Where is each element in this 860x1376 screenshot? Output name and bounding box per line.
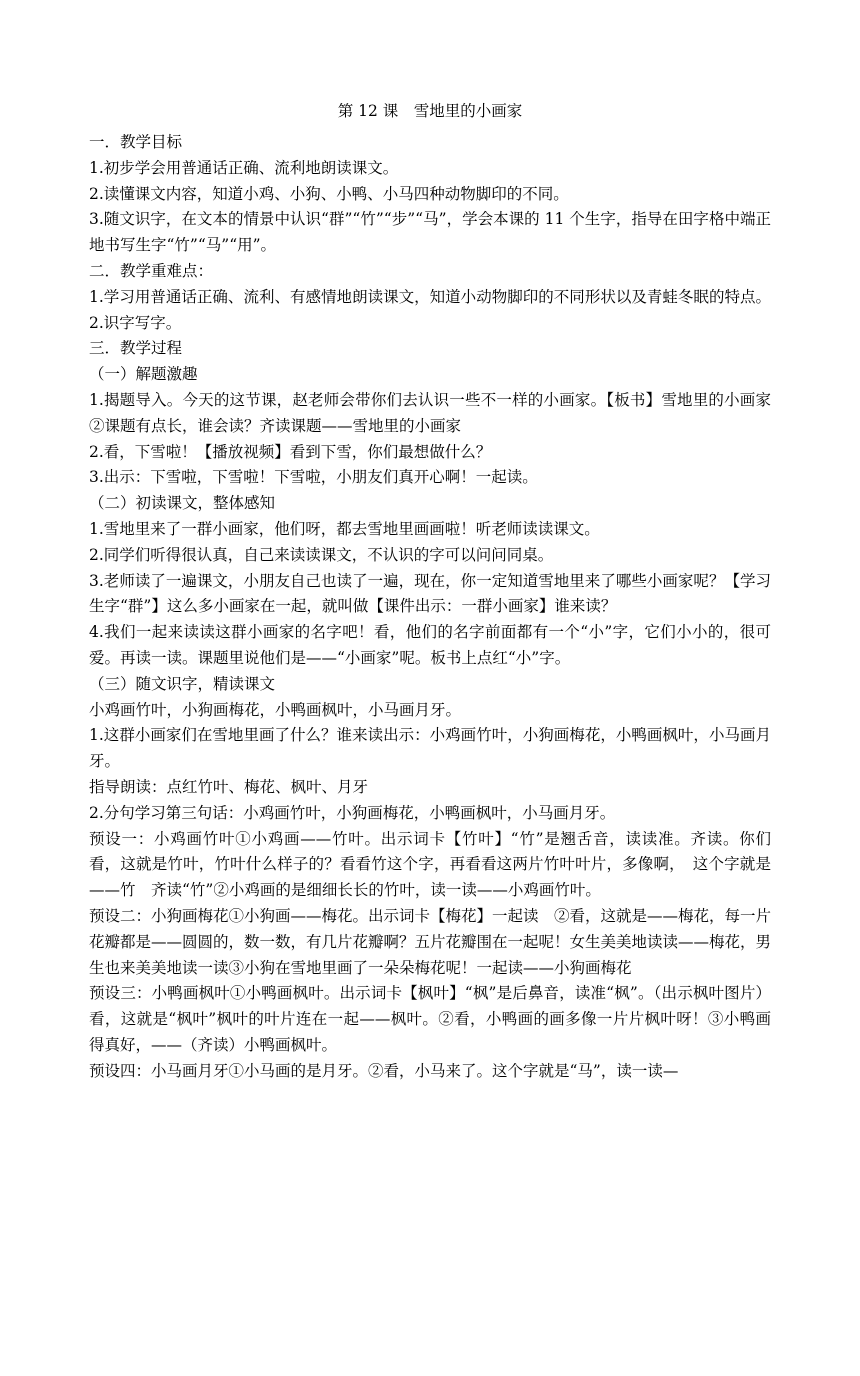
document-body <box>89 130 771 1084</box>
heading-key-points: 二．教学重难点： <box>89 261 214 280</box>
paragraph: 2.读懂课文内容，知道小鸡、小狗、小鸭、小马四种动物脚印的不同。 <box>89 184 569 203</box>
paragraph: 3.出示：下雪啦，下雪啦！下雪啦，小朋友们真开心啊！一起读。 <box>89 468 538 487</box>
paragraph: 小鸡画竹叶，小狗画梅花，小鸭画枫叶，小马画月牙。 <box>89 700 462 719</box>
subheading: （三）随文识字，精读课文 <box>89 674 276 693</box>
paragraph: 4.我们一起来读读这群小画家的名字吧！看，他们的名字前面都有一个“小”字，它们小小的，很可爱。再读一读。课题里说他们是——“小画家”呢。板书上点红“小”字。 <box>89 623 771 667</box>
paragraph: 2.分句学习第三句话：小鸡画竹叶，小狗画梅花，小鸭画枫叶，小马画月牙。 <box>89 803 616 822</box>
heading-teaching-goals: 一．教学目标 <box>89 133 183 151</box>
heading-teaching-process: 三．教学过程 <box>89 339 183 358</box>
lesson-title: 第 12 课 雪地里的小画家 <box>337 102 523 120</box>
subheading: （一）解题激趣 <box>89 365 198 384</box>
paragraph: 1.雪地里来了一群小画家，他们呀，都去雪地里画画啦！听老师读读课文。 <box>89 519 600 538</box>
paragraph: 预设一：小鸡画竹叶①小鸡画——竹叶。出示词卡【竹叶】“竹”是翘舌音，读读准。齐读。你们看，这就是竹叶，竹叶什么样子的？看看竹这个字，再看看这两片竹叶叶片，多像啊， 这个字就是——竹 齐读“竹”②小鸡画的是细细长长的竹叶，读一读——小鸡画竹叶。 <box>89 829 771 900</box>
subheading: （二）初读课文，整体感知 <box>89 494 276 513</box>
paragraph: 1.学习用普通话正确、流利、有感情地朗读课文，知道小动物脚印的不同形状以及青蛙冬眠的特点。2.识字写字。 <box>89 287 771 332</box>
paragraph: 预设二：小狗画梅花①小狗画——梅花。出示词卡【梅花】一起读 ②看，这就是——梅花，每一片花瓣都是——圆圆的，数一数，有几片花瓣啊？五片花瓣围在一起呢！女生美美地读读——梅花，男生也来美美地读一读③小狗在雪地里画了一朵朵梅花呢！一起读——小狗画梅花 <box>89 906 772 977</box>
paragraph: 1.初步学会用普通话正确、流利地朗读课文。 <box>89 158 399 177</box>
paragraph: 2.看，下雪啦！【播放视频】看到下雪，你们最想做什么？ <box>89 442 492 461</box>
paragraph: 3.老师读了一遍课文，小朋友自己也读了一遍，现在，你一定知道雪地里来了哪些小画家呢？【学习生字“群”】这么多小画家在一起，就叫做【课件出示：一群小画家】谁来读？ <box>89 571 771 616</box>
paragraph: 2.同学们听得很认真，自己来读读课文，不认识的字可以问问同桌。 <box>89 545 554 564</box>
paragraph: 指导朗读：点红竹叶、梅花、枫叶、月牙 <box>89 777 369 796</box>
paragraph: 3.随文识字，在文本的情景中认识“群”“竹”“步”“马”，学会本课的 11 个生字，指导在田字格中端正地书写生字“竹”“马”“用”。 <box>89 210 771 255</box>
paragraph: 预设四：小马画月牙①小马画的是月牙。②看，小马来了。这个字就是“马”，读一读— <box>89 1061 679 1080</box>
paragraph: 1.这群小画家们在雪地里画了什么？谁来读出示：小鸡画竹叶，小狗画梅花，小鸭画枫叶，小马画月牙。 <box>89 726 771 771</box>
paragraph: 1.揭题导入。今天的这节课，赵老师会带你们去认识一些不一样的小画家。【板书】雪地里的小画家②课题有点长，谁会读？齐读课题——雪地里的小画家 <box>89 390 771 435</box>
paragraph: 预设三：小鸭画枫叶①小鸭画枫叶。出示词卡【枫叶】“枫”是后鼻音，读准“枫”。（出示枫叶图片）看，这就是“枫叶”枫叶的叶片连在一起——枫叶。②看，小鸭画的画多像一片片枫叶呀！③小鸭画得真好，——（齐读）小鸭画枫叶。 <box>89 984 771 1054</box>
